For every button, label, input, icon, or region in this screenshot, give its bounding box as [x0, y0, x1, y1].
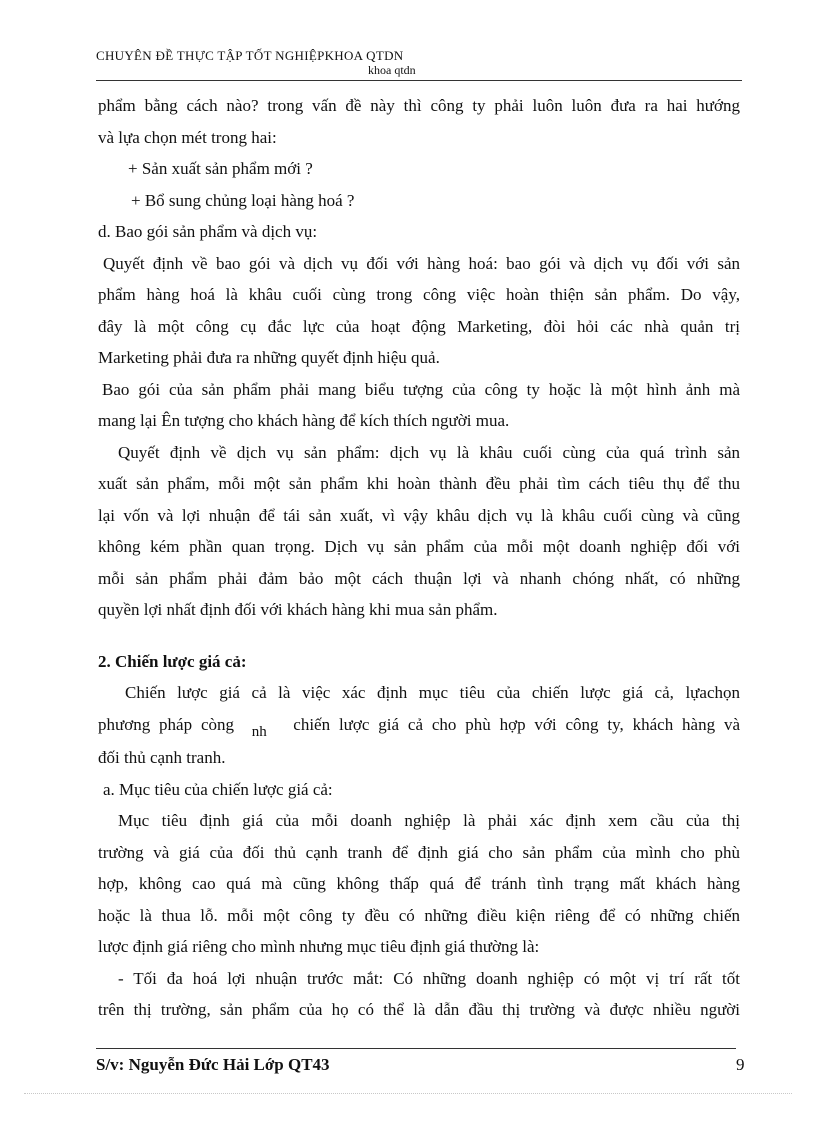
text-line: - Tối đa hoá lợi nhuận trước mắt: Có những doanh nghiệp có một vị trí rất tốt: [118, 968, 740, 988]
section-heading-a: [98, 774, 740, 806]
text-line: Chiến lược giá cả là việc xác định mục tiêu của chiến lược giá cả, lựachọn: [125, 683, 740, 702]
document-body: [98, 90, 740, 1026]
paragraph-packaging-decision: [98, 248, 740, 374]
paragraph-service-decision: [98, 437, 740, 626]
bullet-text: + Sản xuất sản phẩm mới ?: [128, 159, 313, 178]
section-heading-2: 2. Chiến lược giá cả:: [98, 651, 247, 671]
text-line: Quyết định về bao gói và dịch vụ đối với hàng hoá: bao gói và dịch vụ đối với sản: [103, 253, 740, 273]
text-segment: phương pháp còng: [98, 714, 234, 734]
paragraph-price-strategy: [98, 677, 740, 774]
text-segment: chiến lược giá cả cho phù hợp với công ty, khách hàng và: [293, 714, 741, 734]
text-line: và lựa chọn mét trong hai:: [98, 127, 277, 147]
text-line: Bao gói của sản phẩm phải mang biểu tượng của công ty hoặc là một hình ảnh mà: [102, 379, 740, 399]
stray-subscript: nh: [251, 723, 267, 740]
text-line: lược định giá riêng cho mình nhưng mục tiêu định giá thường là:: [98, 937, 540, 956]
text-line: Mục tiêu định giá của mỗi doanh nghiệp là phải xác định xem cầu của thị: [118, 811, 740, 830]
text-line: quyền lợi nhất định đối với khách hàng khi mua sản phẩm.: [98, 600, 498, 619]
paragraph-pricing-objective: [98, 805, 740, 963]
text-line: đối thủ cạnh tranh.: [98, 748, 226, 767]
bullet-supplement: [98, 185, 740, 217]
footer-author: S/v: Nguyễn Đức Hải Lớp QT43: [96, 1055, 330, 1074]
paragraph-intro: [98, 90, 740, 153]
page-footer: [96, 1048, 745, 1074]
text-line: [98, 709, 740, 743]
bullet-new-product: [98, 153, 740, 185]
text-line: hợp, không cao quá mà cũng không thấp quá để tránh tình trạng mất khách hàng: [98, 874, 740, 893]
section-heading-text: a. Mục tiêu của chiến lược giá cả:: [103, 779, 333, 799]
text-line: không kém phần quan trọng. Dịch vụ sản phẩm của mỗi một doanh nghiệp đối với: [98, 537, 740, 556]
text-line: Marketing phải đưa ra những quyết định hiệu quả.: [98, 348, 440, 367]
section-heading-d: d. Bao gói sản phẩm và dịch vụ:: [98, 222, 318, 241]
text-line: mỗi sản phẩm phải đảm bảo một cách thuận lợi và nhanh chóng nhất, có những: [98, 568, 740, 588]
text-line: trên thị trường, sản phẩm của họ có thể là dẫn đầu thị trường và được nhiều người: [98, 1000, 740, 1019]
text-line: mang lại Ên tượng cho khách hàng để kích thích người mua.: [98, 411, 510, 430]
bullet-text: + Bổ sung chủng loại hàng hoá ?: [131, 190, 355, 210]
page-number: 9: [736, 1055, 745, 1074]
page-edge-divider: [24, 1093, 792, 1094]
header-title: CHUYÊN ĐỀ THỰC TẬP TỐT NGHIỆPKHOA QTDN: [96, 48, 404, 63]
text-line: trường và giá của đối thủ cạnh tranh để định giá cho sản phẩm của mình cho phù: [98, 842, 740, 862]
paragraph-packaging-symbol: [98, 374, 740, 437]
header-subtitle: khoa qtdn: [368, 63, 416, 77]
text-line: đây là một công cụ đắc lực của hoạt động Marketing, đòi hỏi các nhà quản trị: [98, 316, 740, 336]
page-header: [96, 48, 742, 81]
text-line: xuất sản phẩm, mỗi một sản phẩm khi hoàn thành đều phải tìm cách tiêu thụ để thu: [98, 474, 740, 493]
paragraph-profit-max: [98, 963, 740, 1026]
text-line: hoặc là thua lỗ. mỗi một công ty đều có những điều kiện riêng để có những chiến: [98, 905, 740, 925]
text-line: Quyết định về dịch vụ sản phẩm: dịch vụ là khâu cuối cùng của quá trình sản: [118, 442, 740, 462]
text-line: phẩm bằng cách nào? trong vấn đề này thì công ty phải luôn luôn đưa ra hai hướng: [98, 96, 740, 115]
text-line: phẩm hàng hoá là khâu cuối cùng trong công việc hoàn thiện sản phẩm. Do vậy,: [98, 285, 740, 304]
text-line: lại vốn và lợi nhuận để tái sản xuất, vì vậy khâu dịch vụ là khâu cuối cùng và cũng: [98, 505, 740, 525]
